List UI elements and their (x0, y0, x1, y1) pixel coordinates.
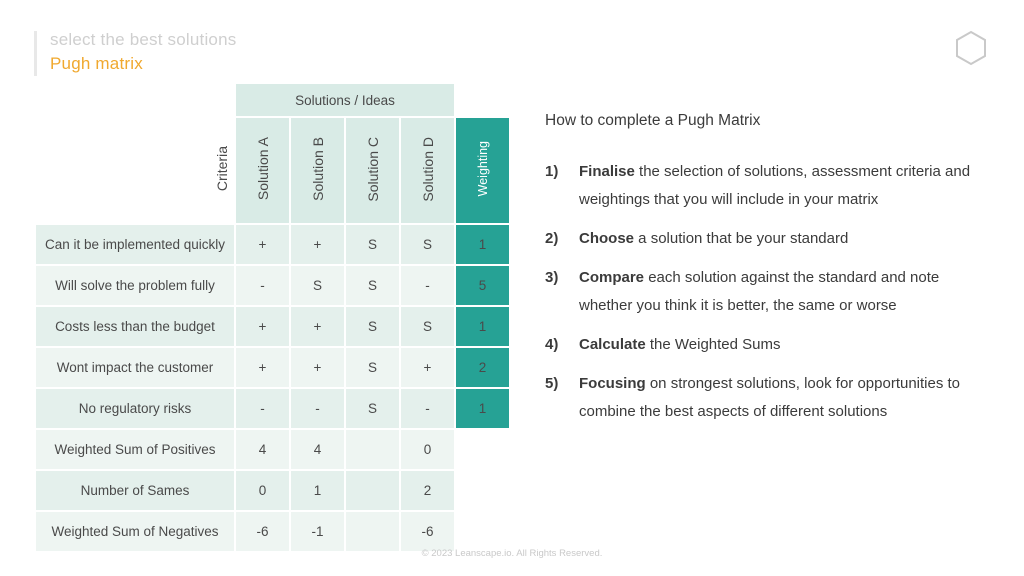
table-row (35, 306, 510, 347)
cell-value: S (345, 388, 400, 429)
criteria-header-label: Criteria (214, 146, 230, 192)
list-item (545, 331, 975, 359)
column-header-label: Solution A (254, 137, 271, 201)
column-header-solution-c (345, 117, 400, 224)
column-header-solution-d (400, 117, 455, 224)
row-criteria-label: Costs less than the budget (35, 306, 235, 347)
hexagon-logo-icon (954, 30, 988, 66)
step-text (579, 158, 975, 214)
cell-value: S (345, 265, 400, 306)
step-lead: Focusing (579, 375, 646, 392)
list-item (545, 264, 975, 320)
step-text (579, 331, 781, 359)
cell-weight: 2 (455, 347, 510, 388)
cell-value: S (345, 306, 400, 347)
cell-value: 4 (290, 429, 345, 470)
pugh-matrix-table (34, 82, 511, 553)
cell-value: - (235, 388, 290, 429)
cell-value: + (400, 347, 455, 388)
table-row-summary (35, 470, 510, 511)
cell-value: S (345, 347, 400, 388)
cell-value: + (235, 306, 290, 347)
table-row (35, 388, 510, 429)
page-subtitle: select the best solutions (50, 30, 237, 49)
table-row (35, 347, 510, 388)
table-row-solutions-band (35, 83, 510, 117)
column-header-label: Solution C (364, 136, 381, 202)
spacer-cell (455, 429, 510, 470)
cell-value: + (290, 306, 345, 347)
step-number: 1) (545, 163, 559, 180)
table-row (35, 265, 510, 306)
cell-value: - (290, 388, 345, 429)
step-text (579, 264, 975, 320)
spacer-cell (455, 470, 510, 511)
cell-value: -6 (235, 511, 290, 552)
cell-value: 1 (290, 470, 345, 511)
step-rest: a solution that be your standard (634, 230, 849, 247)
cell-value: + (235, 347, 290, 388)
footer-copyright: © 2023 Leanscape.io. All Rights Reserved. (421, 548, 603, 559)
step-lead: Finalise (579, 163, 635, 180)
cell-value: + (235, 224, 290, 265)
cell-weight: 1 (455, 224, 510, 265)
row-criteria-label: Will solve the problem fully (35, 265, 235, 306)
table-row-summary (35, 429, 510, 470)
step-rest: each solution against the standard and note whether you think it is better, the same or worse (579, 269, 940, 314)
column-header-label: Weighting (475, 141, 490, 197)
cell-value: S (400, 306, 455, 347)
cell-value: 2 (400, 470, 455, 511)
step-number: 4) (545, 336, 559, 353)
step-text (579, 370, 975, 426)
cell-value: 0 (235, 470, 290, 511)
cell-weight: 1 (455, 388, 510, 429)
step-lead: Choose (579, 230, 635, 247)
table-row-summary (35, 511, 510, 552)
cell-weight: 5 (455, 265, 510, 306)
spacer-cell (35, 83, 235, 117)
step-text (579, 225, 848, 253)
page-title: Pugh matrix (50, 54, 143, 73)
step-rest: on strongest solutions, look for opportunities to combine the best aspects of different solutions (579, 375, 961, 420)
cell-weight: 1 (455, 306, 510, 347)
cell-value: + (290, 224, 345, 265)
cell-value (345, 429, 400, 470)
row-criteria-label: Can it be implemented quickly (35, 224, 235, 265)
cell-value: - (235, 265, 290, 306)
row-criteria-label: Number of Sames (35, 470, 235, 511)
page-header (34, 28, 236, 76)
cell-value: - (400, 388, 455, 429)
row-criteria-label: No regulatory risks (35, 388, 235, 429)
table-row (35, 224, 510, 265)
instructions-list (545, 158, 975, 426)
cell-value: - (400, 265, 455, 306)
row-criteria-label: Weighted Sum of Negatives (35, 511, 235, 552)
cell-value: 4 (235, 429, 290, 470)
cell-value: 0 (400, 429, 455, 470)
step-rest: the Weighted Sums (645, 336, 781, 353)
column-header-solution-a (235, 117, 290, 224)
list-item (545, 158, 975, 214)
cell-value: + (290, 347, 345, 388)
column-header-solution-b (290, 117, 345, 224)
list-item (545, 370, 975, 426)
step-number: 3) (545, 269, 559, 286)
cell-value: S (345, 224, 400, 265)
cell-value (345, 511, 400, 552)
solutions-header: Solutions / Ideas (235, 83, 455, 117)
column-header-weighting (455, 117, 510, 224)
table-row-column-headers (35, 117, 510, 224)
step-number: 2) (545, 230, 559, 247)
cell-value: -6 (400, 511, 455, 552)
instructions-title: How to complete a Pugh Matrix (545, 112, 761, 129)
header-accent-bar (34, 31, 37, 76)
spacer-cell (455, 511, 510, 552)
step-rest: the selection of solutions, assessment criteria and weightings that you will include in your matrix (579, 163, 971, 208)
column-header-label: Solution B (309, 137, 326, 201)
cell-value: S (290, 265, 345, 306)
step-lead: Compare (579, 269, 645, 286)
row-criteria-label: Wont impact the customer (35, 347, 235, 388)
step-number: 5) (545, 375, 559, 392)
column-header-label: Solution D (419, 136, 436, 202)
step-lead: Calculate (579, 336, 646, 353)
cell-value: S (400, 224, 455, 265)
list-item (545, 225, 975, 253)
row-criteria-label: Weighted Sum of Positives (35, 429, 235, 470)
instructions-panel (545, 112, 975, 437)
criteria-header (35, 117, 235, 224)
cell-value (345, 470, 400, 511)
spacer-cell (455, 83, 510, 117)
cell-value: -1 (290, 511, 345, 552)
